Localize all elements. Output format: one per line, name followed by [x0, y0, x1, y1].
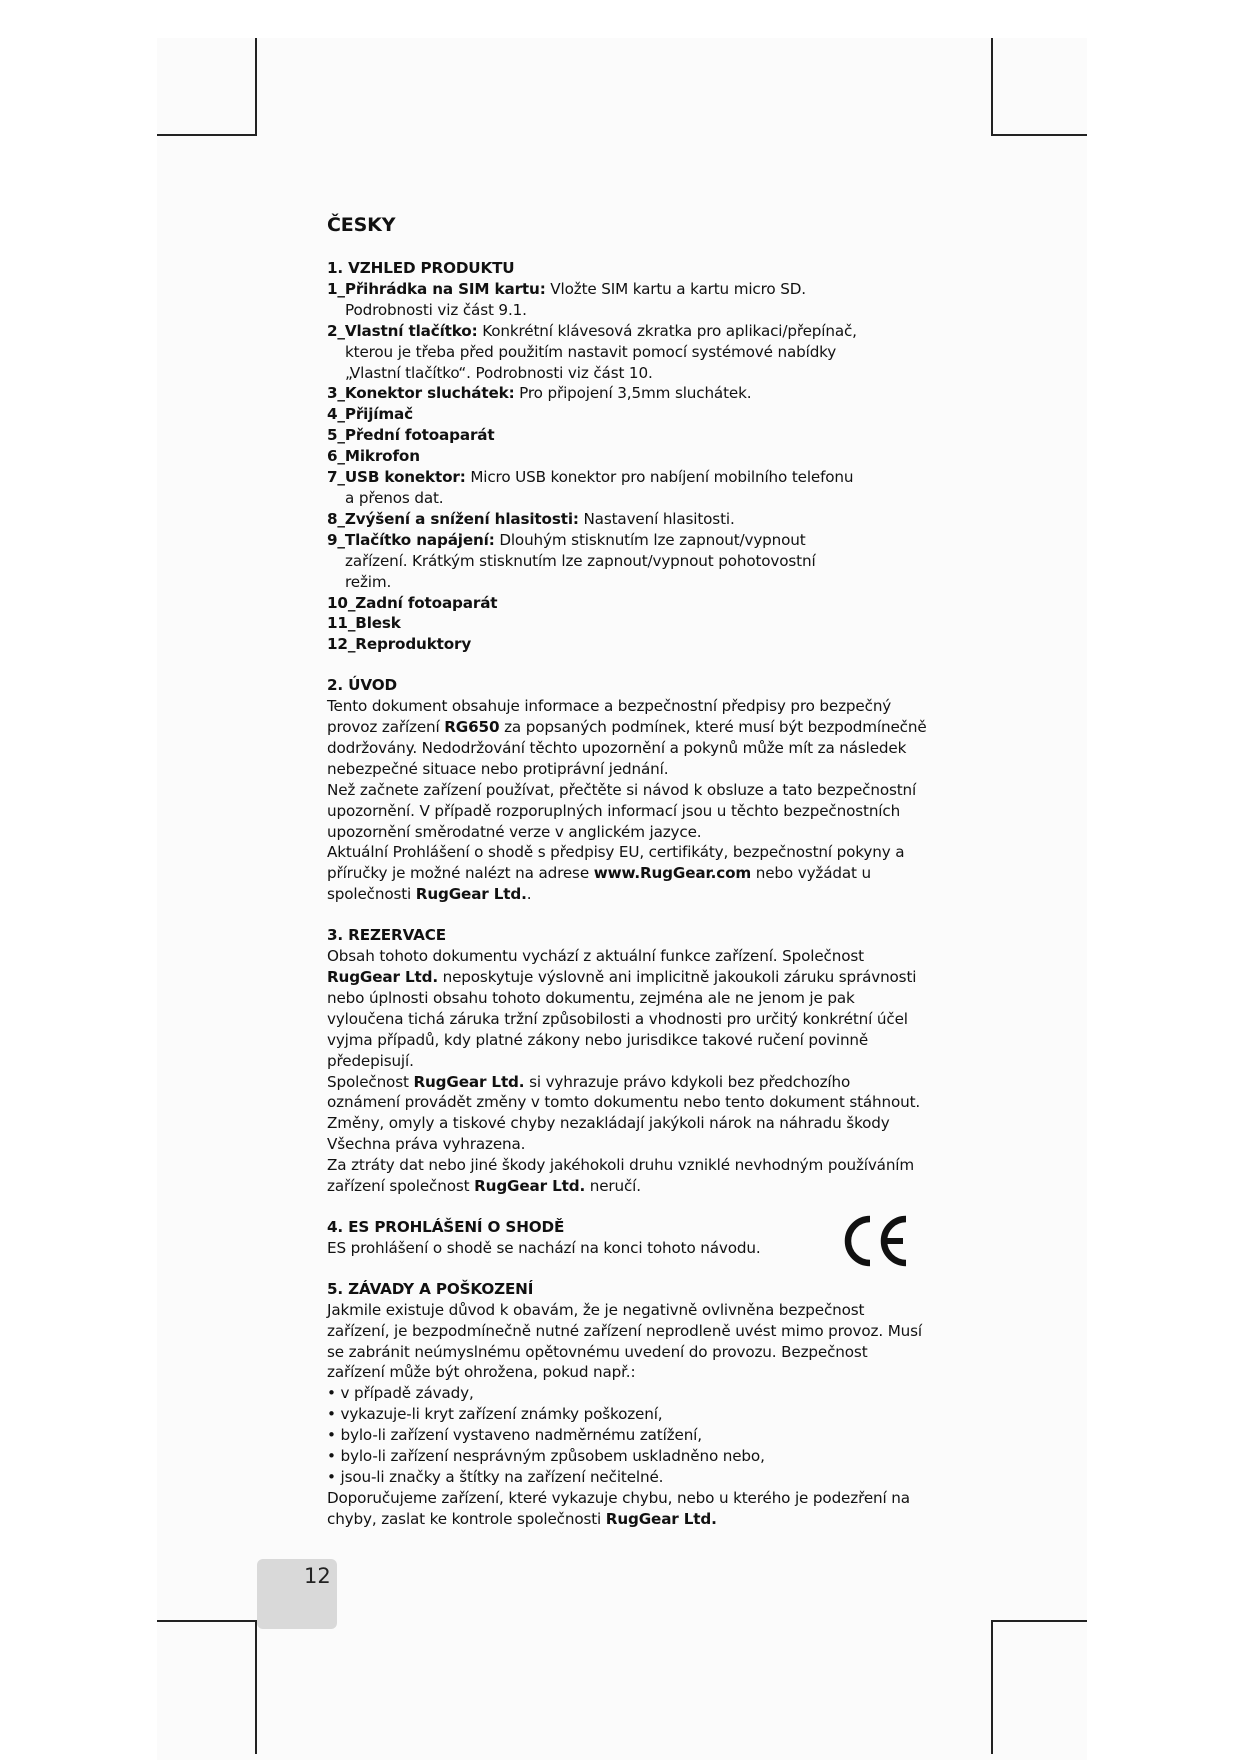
component-label: 9_Tlačítko napájení: [327, 530, 495, 549]
crop-mark-bottom-right-v [991, 1620, 993, 1754]
paragraph: Aktuální Prohlášení o shodě s předpisy EU, certifikáty, bezpečnostní pokyny a příručky je možné nalézt na adrese www.RugGear.com nebo vyžádat u společnosti RugGear Ltd.. [327, 843, 905, 904]
section-title: 1. VZHLED PRODUKTU [327, 259, 515, 277]
component-item [327, 425, 927, 446]
component-item [327, 279, 927, 321]
component-description: Micro USB konektor pro nabíjení mobilního telefonu [465, 468, 854, 487]
component-description-continued: a přenos dat. [345, 488, 444, 507]
component-label: 2_Vlastní tlačítko: [327, 321, 478, 340]
defect-list [327, 1383, 927, 1488]
section-reservation [327, 925, 927, 1197]
component-description: Nastavení hlasitosti. [578, 509, 735, 528]
component-description-continued: „Vlastní tlačítko“. Podrobnosti viz část 10. [345, 363, 653, 382]
component-label: 11_Blesk [327, 614, 401, 633]
component-item [327, 321, 927, 384]
component-description: Pro připojení 3,5mm sluchátek. [514, 384, 752, 403]
component-description: Konkrétní klávesová zkratka pro aplikaci/přepínač, [477, 321, 857, 340]
paragraph: Obsah tohoto dokumentu vychází z aktuální funkce zařízení. Společnost RugGear Ltd. neposkytuje výslovně ani implicitně jakoukoli záruku správnosti nebo úplnosti obsahu tohoto dokumentu, zejména ale ne jenom je pak vyloučena tichá záruka tržní způsobilosti a vhodnosti pro určitý konkrétní účel vyjma případů, kdy platné zákony nebo jurisdikce takové ručení povinně předepisují. [327, 947, 917, 1070]
paragraph: Doporučujeme zařízení, které vykazuje chybu, nebo u kterého je podezření na chyby, zaslat ke kontrole společnosti RugGear Ltd. [327, 1488, 910, 1528]
component-item [327, 404, 927, 425]
component-description-continued: režim. [345, 572, 392, 591]
component-item [327, 383, 927, 404]
manual-content [327, 212, 927, 1530]
company-name: RugGear Ltd. [605, 1509, 717, 1528]
list-item: • vykazuje-li kryt zařízení známky poškození, [327, 1404, 927, 1425]
paragraph: Jakmile existuje důvod k obavám, že je negativně ovlivněna bezpečnost zařízení, je bezpodmínečně nutné zařízení neprodleně uvést mimo provoz. Musí se zabránit neúmyslnému opětovnému uvedení do provozu. Bezpečnost zařízení může být ohrožena, pokud např.: [327, 1300, 922, 1382]
section-declaration [327, 1217, 927, 1259]
component-description-continued: kterou je třeba před použitím nastavit pomocí systémové nabídky [345, 342, 837, 361]
crop-mark-bottom-left-h [157, 1620, 257, 1622]
component-item [327, 593, 927, 614]
company-name: RugGear Ltd. [415, 885, 527, 904]
company-name: RugGear Ltd. [327, 968, 438, 986]
component-description-continued: zařízení. Krátkým stisknutím lze zapnout/vypnout pohotovostní [345, 551, 816, 570]
list-item: • v případě závady, [327, 1383, 927, 1404]
company-name: RugGear Ltd. [474, 1177, 586, 1196]
component-label: 4_Přijímač [327, 405, 413, 424]
component-item [327, 634, 927, 655]
component-label: 5_Přední fotoaparát [327, 426, 495, 445]
crop-mark-top-left-h [157, 134, 257, 136]
model-name: RG650 [444, 718, 500, 737]
component-description-continued: Podrobnosti viz část 9.1. [345, 300, 527, 319]
component-list [327, 279, 927, 655]
crop-mark-top-left-v [255, 38, 257, 136]
list-item: • bylo-li zařízení vystaveno nadměrnému zatížení, [327, 1425, 927, 1446]
crop-mark-top-right-v [991, 38, 993, 136]
component-item [327, 509, 927, 530]
company-name: RugGear Ltd. [413, 1072, 525, 1091]
list-item: • jsou-li značky a štítky na zařízení nečitelné. [327, 1467, 927, 1488]
section-title: 4. ES PROHLÁŠENÍ O SHODĚ [327, 1217, 565, 1236]
section-intro [327, 675, 927, 905]
paragraph: ES prohlášení o shodě se nachází na konci tohoto návodu. [327, 1238, 761, 1257]
page-number: 12 [304, 1564, 331, 1588]
component-item [327, 446, 927, 467]
section-title: 3. REZERVACE [327, 926, 446, 945]
component-item [327, 530, 927, 593]
paragraph: Než začnete zařízení používat, přečtěte si návod k obsluze a tato bezpečnostní upozornění. V případě rozporuplných informací jsou u těchto bezpečnostních upozornění směrodatné verze v anglickém jazyce. [327, 780, 917, 841]
component-label: 3_Konektor sluchátek: [327, 384, 515, 403]
crop-mark-bottom-left-v [255, 1620, 257, 1754]
component-item [327, 467, 927, 509]
list-item: • bylo-li zařízení nesprávným způsobem uskladněno nebo, [327, 1446, 927, 1467]
language-heading: ČESKY [327, 214, 396, 236]
component-label: 7_USB konektor: [327, 468, 466, 487]
crop-mark-top-right-h [991, 134, 1087, 136]
component-description: Dlouhým stisknutím lze zapnout/vypnout [494, 530, 806, 549]
component-label: 6_Mikrofon [327, 447, 420, 466]
component-item [327, 613, 927, 634]
section-title: 5. ZÁVADY A POŠKOZENÍ [327, 1279, 534, 1298]
section-appearance [327, 258, 927, 655]
paragraph: Společnost RugGear Ltd. si vyhrazuje právo kdykoli bez předchozího oznámení provádět změny v tomto dokumentu nebo tento dokument stáhnout. Změny, omyly a tiskové chyby nezakládají jakýkoli nárok na náhradu škody Všechna práva vyhrazena. [327, 1072, 921, 1154]
component-label: 10_Zadní fotoaparát [327, 593, 498, 612]
section-defects [327, 1279, 927, 1530]
crop-mark-bottom-right-h [991, 1620, 1087, 1622]
section-title: 2. ÚVOD [327, 676, 397, 695]
component-description: Vložte SIM kartu a kartu micro SD. [545, 279, 806, 298]
paragraph: Tento dokument obsahuje informace a bezpečnostní předpisy pro bezpečný provoz zařízení RG650 za popsaných podmínek, které musí být bezpodmínečně dodržovány. Nedodržování těchto upozornění a pokynů může mít za následek nebezpečné situace nebo protiprávní jednání. [327, 697, 927, 778]
component-label: 8_Zvýšení a snížení hlasitosti: [327, 509, 579, 528]
website-link[interactable]: www.RugGear.com [593, 864, 752, 883]
paragraph: Za ztráty dat nebo jiné škody jakéhokoli druhu vzniklé nevhodným používáním zařízení společnost RugGear Ltd. neručí. [327, 1156, 915, 1196]
component-label: 1_Přihrádka na SIM kartu: [327, 279, 546, 298]
ce-mark-icon [840, 1213, 910, 1269]
component-label: 12_Reproduktory [327, 635, 472, 654]
